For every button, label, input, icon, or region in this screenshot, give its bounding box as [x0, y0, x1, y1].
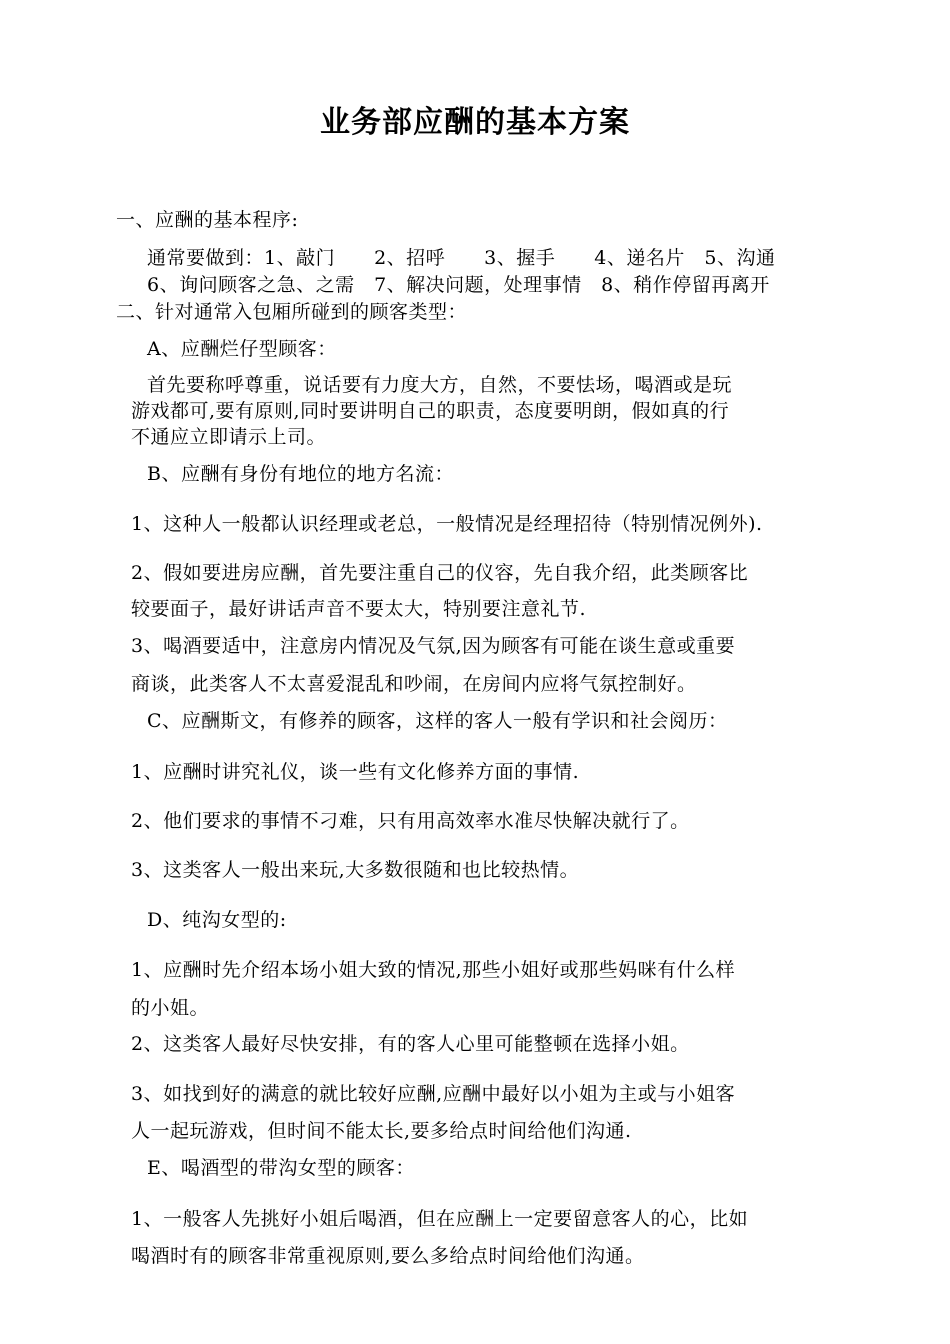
paragraph-line: 6、询问顾客之急、之需 7、解决问题，处理事情 8、稍作停留再离开 — [147, 274, 770, 296]
paragraph-line: 较要面子，最好讲话声音不要太大，特别要注意礼节. — [131, 598, 587, 620]
paragraph-line: 1、应酬时讲究礼仪，谈一些有文化修养方面的事情. — [131, 761, 580, 783]
paragraph-line: 2、这类客人最好尽快安排，有的客人心里可能整顿在选择小姐。 — [131, 1033, 690, 1055]
paragraph-line: 通常要做到：1、敲门 2、招呼 3、握手 4、递名片 5、沟通 — [147, 247, 776, 269]
paragraph-line: 人一起玩游戏，但时间不能太长,要多给点时间给他们沟通. — [131, 1120, 632, 1142]
subsection-heading-a: A、应酬烂仔型顾客： — [147, 338, 337, 360]
paragraph-line: 1、这种人一般都认识经理或老总，一般情况是经理招待（特别情况例外). — [131, 513, 763, 535]
section-heading-2: 二、针对通常入包厢所碰到的顾客类型： — [116, 301, 468, 323]
subsection-heading-e: E、喝酒型的带沟女型的顾客： — [147, 1157, 415, 1179]
paragraph-line: 游戏都可,要有原则,同时要讲明自己的职责，态度要明朗，假如真的行 — [131, 400, 730, 422]
paragraph-line: 不通应立即请示上司。 — [131, 426, 327, 448]
subsection-heading-d: D、纯沟女型的: — [147, 909, 287, 931]
paragraph-line: 1、应酬时先介绍本场小姐大致的情况,那些小姐好或那些妈咪有什么样 — [131, 959, 736, 981]
paragraph-line: 的小姐。 — [131, 997, 210, 1019]
paragraph-line: 首先要称呼尊重，说话要有力度大方，自然，不要怯场，喝酒或是玩 — [147, 374, 733, 396]
paragraph-line: 3、如找到好的满意的就比较好应酬,应酬中最好以小姐为主或与小姐客 — [131, 1083, 736, 1105]
subsection-heading-c: C、应酬斯文，有修养的顾客，这样的客人一般有学识和社会阅历： — [147, 710, 728, 732]
paragraph-line: 3、这类客人一般出来玩,大多数很随和也比较热情。 — [131, 859, 580, 881]
paragraph-line: 商谈，此类客人不太喜爱混乱和吵闹，在房间内应将气氛控制好。 — [131, 673, 697, 695]
paragraph-line: 1、一般客人先挑好小姐后喝酒，但在应酬上一定要留意客人的心，比如 — [131, 1208, 749, 1230]
paragraph-line: 3、喝酒要适中，注意房内情况及气氛,因为顾客有可能在谈生意或重要 — [131, 635, 736, 657]
paragraph-line: 2、假如要进房应酬，首先要注重自己的仪容，先自我介绍，此类顾客比 — [131, 562, 749, 584]
subsection-heading-b: B、应酬有身份有地位的地方名流： — [147, 463, 454, 485]
document-title: 业务部应酬的基本方案 — [320, 105, 630, 140]
paragraph-line: 喝酒时有的顾客非常重视原则,要么多给点时间给他们沟通。 — [131, 1245, 645, 1267]
paragraph-line: 2、他们要求的事情不刁难，只有用高效率水准尽快解决就行了。 — [131, 810, 690, 832]
section-heading-1: 一、应酬的基本程序: — [116, 209, 299, 231]
